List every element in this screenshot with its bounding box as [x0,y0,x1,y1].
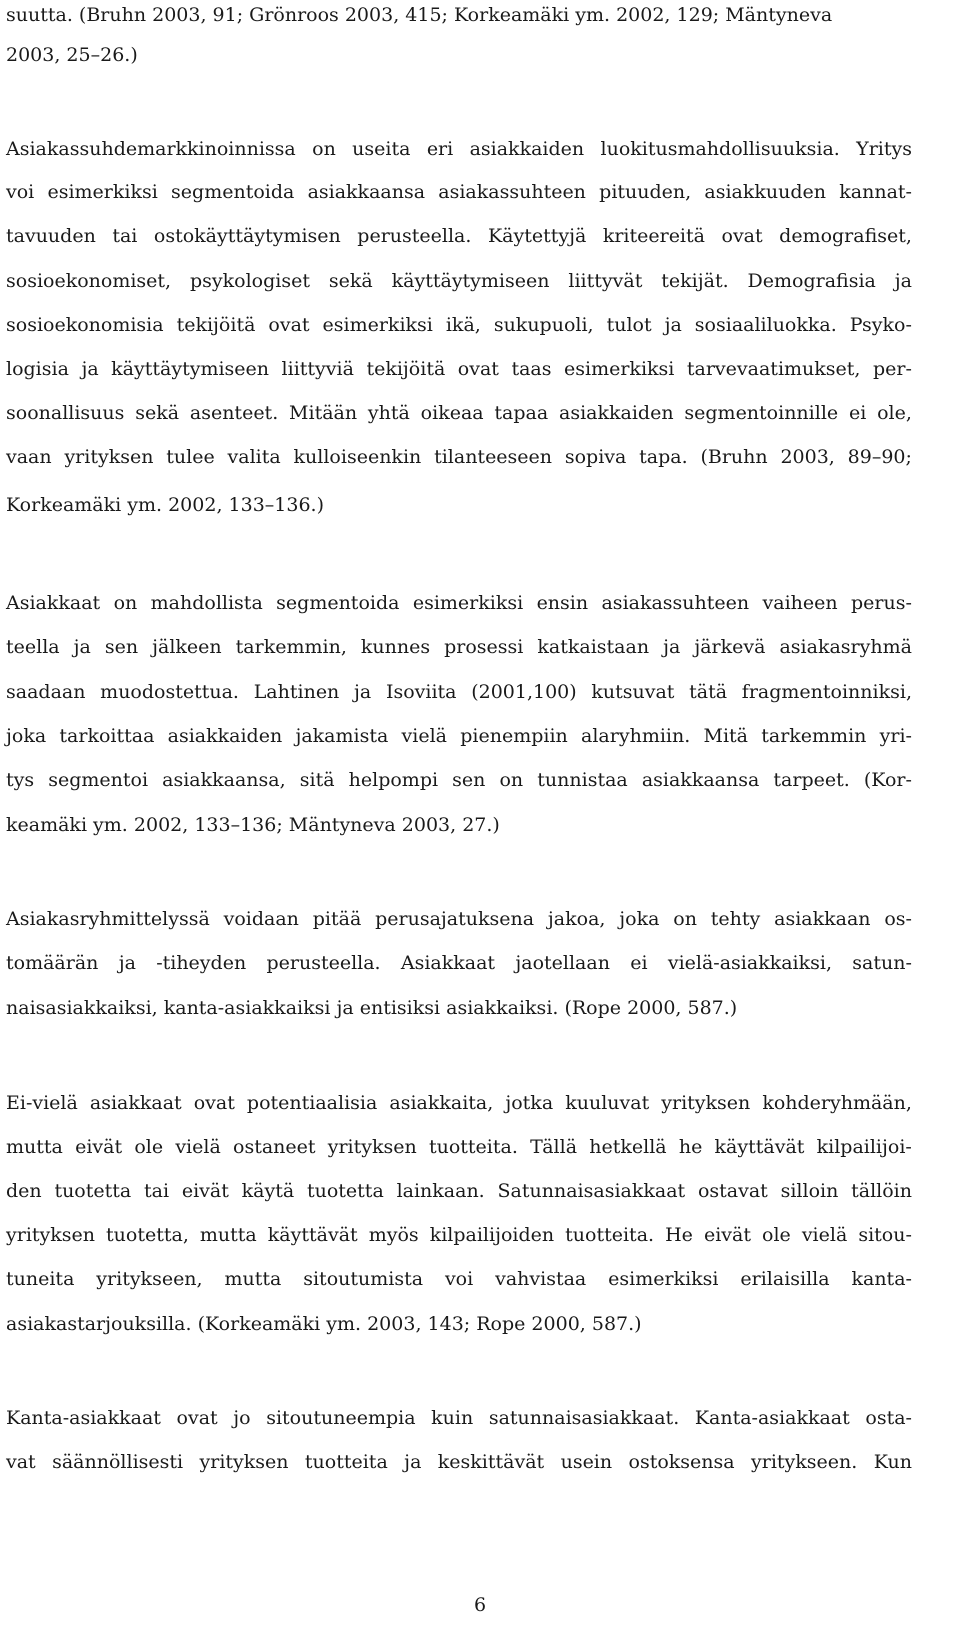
text-line: tomäärän ja -tiheyden perusteella. Asiakkaat jaotellaan ei vielä-asiakkaiksi, satun- [6,952,912,974]
text-line: keamäki ym. 2002, 133–136; Mäntyneva 2003, 27.) [6,814,500,836]
text-line: teella ja sen jälkeen tarkemmin, kunnes prosessi katkaistaan ja järkevä asiakasryhmä [6,636,912,658]
text-line: Asiakasryhmittelyssä voidaan pitää perusajatuksena jakoa, joka on tehty asiakkaan os- [6,908,912,930]
text-line: soonallisuus sekä asenteet. Mitään yhtä oikeaa tapaa asiakkaiden segmentoinnille ei ole, [6,402,912,424]
text-line: mutta eivät ole vielä ostaneet yrityksen tuotteita. Tällä hetkellä he käyttävät kilpailijoi- [6,1136,912,1158]
text-line: voi esimerkiksi segmentoida asiakkaansa asiakassuhteen pituuden, asiakkuuden kannat- [6,181,912,203]
text-line: yrityksen tuotetta, mutta käyttävät myös kilpailijoiden tuotteita. He eivät ole vielä sitou- [6,1224,912,1246]
text-line: Korkeamäki ym. 2002, 133–136.) [6,494,325,516]
text-line: logisia ja käyttäytymiseen liittyviä tekijöitä ovat taas esimerkiksi tarvevaatimukset, per- [6,358,912,380]
text-line: naisasiakkaiksi, kanta-asiakkaiksi ja entisiksi asiakkaiksi. (Rope 2000, 587.) [6,997,738,1019]
text-line: sosioekonomiset, psykologiset sekä käyttäytymiseen liittyvät tekijät. Demografisia ja [6,270,912,292]
text-line: saadaan muodostettua. Lahtinen ja Isoviita (2001,100) kutsuvat tätä fragmentoinniksi, [6,681,912,703]
text-line: tys segmentoi asiakkaansa, sitä helpompi sen on tunnistaa asiakkaansa tarpeet. (Kor- [6,769,912,791]
text-line: Kanta-asiakkaat ovat jo sitoutuneempia kuin satunnaisasiakkaat. Kanta-asiakkaat osta- [6,1407,912,1429]
text-line: tuneita yritykseen, mutta sitoutumista voi vahvistaa esimerkiksi erilaisilla kanta- [6,1268,912,1290]
text-line: tavuuden tai ostokäyttäytymisen perusteella. Käytettyjä kriteereitä ovat demografiset, [6,225,912,247]
text-line: asiakastarjouksilla. (Korkeamäki ym. 2003, 143; Rope 2000, 587.) [6,1313,642,1335]
text-line: den tuotetta tai eivät käytä tuotetta lainkaan. Satunnaisasiakkaat ostavat silloin tällöin [6,1180,912,1202]
page-number: 6 [473,1594,487,1616]
text-line: joka tarkoittaa asiakkaiden jakamista vielä pienempiin alaryhmiin. Mitä tarkemmin yri- [6,725,912,747]
text-line: Asiakkaat on mahdollista segmentoida esimerkiksi ensin asiakassuhteen vaiheen perus- [6,592,912,614]
text-line: Ei-vielä asiakkaat ovat potentiaalisia asiakkaita, jotka kuuluvat yrityksen kohderyhmään, [6,1092,912,1114]
text-line: suutta. (Bruhn 2003, 91; Grönroos 2003, 415; Korkeamäki ym. 2002, 129; Mäntyneva [6,4,833,26]
text-line: vat säännöllisesti yrityksen tuotteita ja keskittävät usein ostoksensa yritykseen. Kun [6,1451,912,1473]
text-line: sosioekonomisia tekijöitä ovat esimerkiksi ikä, sukupuoli, tulot ja sosiaaliluokka. Psyko- [6,314,912,336]
text-line: Asiakassuhdemarkkinoinnissa on useita eri asiakkaiden luokitusmahdollisuuksia. Yritys [6,138,912,160]
text-line: 2003, 25–26.) [6,44,138,66]
text-line: vaan yrityksen tulee valita kulloiseenkin tilanteeseen sopiva tapa. (Bruhn 2003, 89–90; [6,446,912,468]
